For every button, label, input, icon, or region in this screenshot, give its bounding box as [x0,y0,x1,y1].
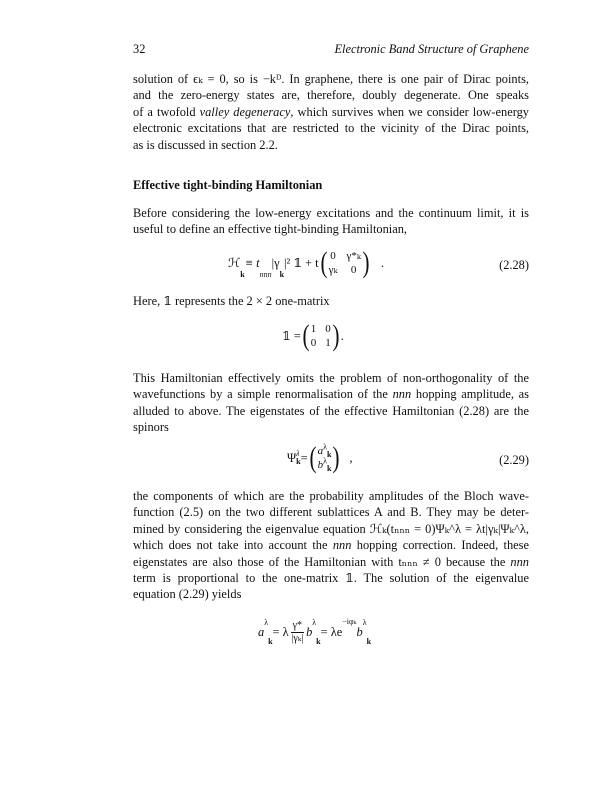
text-line: Here, 𝟙 represents the 2 × 2 one-matrix [133,294,330,308]
equation-number: (2.28) [499,258,529,272]
equation-identity: 𝟙 = ( 1 0 0 1 ) . [282,319,344,352]
text-line: Before considering the low-energy excitations and the continuum limit, it is [133,206,529,220]
paragraph-5 [133,488,529,603]
exponent: −iφₖ [342,617,357,626]
text-line: mined by considering the eigenvalue equation ℋₖ(tₙₙₙ = 0)Ψₖ^λ = λt|γₖ|Ψₖ^λ, [133,521,529,536]
equation-number: (2.29) [499,453,529,467]
paragraph-1 [133,71,529,153]
page-number: 32 [133,42,146,56]
spinor-vector: $a^\lambda_k$ $b^\lambda_k$ [317,442,332,474]
text-line: This Hamiltonian effectively omits the problem of non-orthogonality of the [133,371,529,385]
text-line: as is discussed in section 2.2. [133,137,278,152]
text-line: electronic excitations that are restricted to the vicinity of the Dirac points, [133,121,529,136]
text-line: which does not take into account the nnn hopping correction. Indeed, these [133,538,530,553]
paragraph-2 [133,205,529,238]
paragraph-4 [133,370,529,436]
text-line: function (2.5) on the two different sublattices A and B. They may be deter- [133,505,529,520]
equation-2-29: Ψ λ k = ( $a^\lambda_k$ $b^\lambda_k$ ) , [287,441,353,474]
text-line: wavefunctions by a simple renormalisation of the nnn hopping amplitude, as [133,387,529,402]
text-line: solution of ϵₖ = 0, so is −kᴰ. In graphene, there is one pair of Dirac points, [133,72,529,86]
matrix: 0 γ*ₖ γₖ 0 [328,250,361,276]
equation-eigenvector-solution: a $^\lambda$ k = λ $\frac{\gamma*}{\text{|γₖ|}}$ b $^\lambda$ k = λe −iφₖ b $^\lambda$ k [258,617,372,646]
emphasis: valley degeneracy [199,104,291,119]
text-line: term is proportional to the one-matrix 𝟙. The solution of the eigenvalue [133,570,529,585]
section-heading: Effective tight-binding Hamiltonian [133,178,323,192]
text-line: equation (2.29) yields [133,587,242,602]
fraction: $\frac{\gamma*}{\text{|γₖ|}}$ [291,620,304,644]
text-line: useful to define an effective tight-binding Hamiltonian, [133,222,408,237]
text-line: of a twofold valley degeneracy, which survives when we consider low-energy [133,104,529,119]
equation-2-28: ℋ $_k$ ≡ t $_{nnn}$ |γ $_k$ |² 𝟙 + t ( 0 γ*ₖ γₖ 0 ) . [228,246,384,279]
running-title: Electronic Band Structure of Graphene [334,42,529,56]
text-line: alluded to above. The eigenstates of the effective Hamiltonian (2.28) are the [133,403,529,418]
text-line: the components of which are the probability amplitudes of the Bloch wave- [133,489,529,503]
text-line: eigenstates are also those of the Hamiltonian with tₙₙₙ ≠ 0 because the nnn [133,554,529,569]
text-line: spinors [133,420,169,435]
paragraph-3 [133,293,529,309]
text-line: and the zero-energy states are, therefore, doubly degenerate. One speaks [133,88,529,103]
matrix: 1 0 0 1 [310,323,331,349]
